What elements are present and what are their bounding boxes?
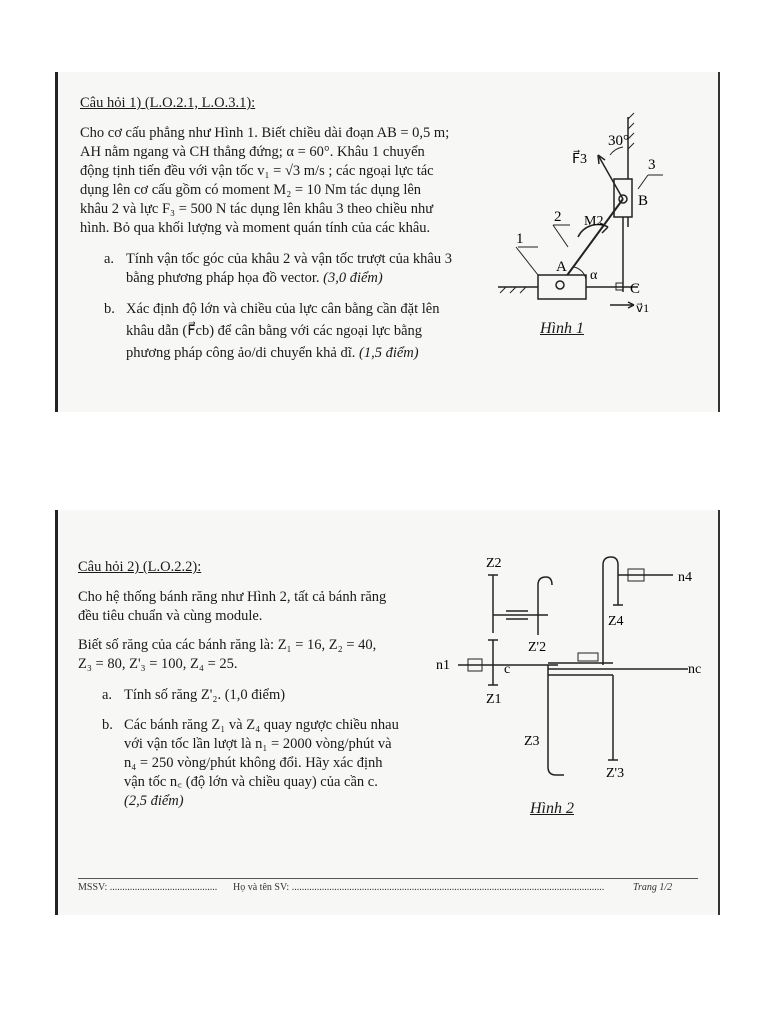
q1-item-a-label: a. [104, 251, 115, 267]
label-Z4: Z4 [608, 614, 624, 629]
q1-item-b-line-2: khâu dẫn (F⃗cb) để cân bằng với các ngoại lực bằng [126, 323, 423, 339]
moment-M2-label: M2 [584, 214, 604, 229]
q2-item-b-line-3: n₄ = 250 vòng/phút không đổi. Hãy xác định [124, 755, 383, 771]
q1-item-a-points: (3,0 điểm) [323, 270, 383, 286]
figure-2-caption: Hình 2 [530, 800, 574, 817]
gear-Z3 [548, 665, 564, 775]
question-1-panel [55, 72, 720, 412]
q1-line-3: động tịnh tiến đều với vận tốc v₁ = √3 m/s ; các ngoại lực tác [80, 163, 434, 179]
q1-item-b-line-3: phương pháp công ảo/di chuyển khả dĩ. (1,5 điểm) [126, 345, 419, 361]
question-2-panel [55, 510, 720, 915]
link-1-label: 1 [516, 231, 524, 247]
q1-item-a-line-2: bằng phương pháp họa đồ vector. (3,0 điểm) [126, 270, 383, 286]
q2-item-a-label: a. [102, 687, 113, 703]
force-F3-arrow [598, 155, 623, 199]
label-Z3: Z3 [524, 734, 540, 749]
point-C-label: C [630, 281, 641, 297]
point-A-label: A [556, 259, 567, 275]
leader-3 [638, 175, 648, 189]
q2-item-b-points: (2,5 điểm) [124, 793, 184, 809]
figure-1-caption: Hình 1 [540, 320, 584, 337]
q1-item-a-line-1: Tính vận tốc góc của khâu 2 và vận tốc trượt của khâu 3 [126, 251, 452, 267]
question-1-title: Câu hỏi 1) (L.O.2.1, L.O.3.1): [80, 95, 256, 111]
question-2-title: Câu hỏi 2) (L.O.2.2): [78, 559, 202, 575]
q2-item-a-text: Tính số răng Z'₂. (1,0 điểm) [124, 687, 286, 703]
gear-Z2-prime-top [538, 577, 552, 585]
label-Z1: Z1 [486, 692, 502, 707]
q1-line-4: dụng lên cơ cấu gồm có moment M₂ = 10 Nm tác dụng lên [80, 182, 422, 198]
label-c: c [504, 662, 511, 677]
bearing-nc [578, 653, 598, 661]
q1-item-b-label: b. [104, 301, 115, 317]
q2-item-b-line-2: với vận tốc lần lượt là n₁ = 2000 vòng/phút và [124, 736, 392, 752]
footer-divider [78, 878, 698, 879]
label-Z2: Z2 [486, 556, 502, 571]
q2-item-b-line-4: vận tốc n꜀ (độ lớn và chiều quay) của cần c. [124, 774, 378, 790]
link-3-label: 3 [648, 157, 656, 173]
q2-para1-line-1: Cho hệ thống bánh răng như Hình 2, tất cả bánh răng [78, 589, 387, 605]
leader-2 [553, 225, 568, 247]
link-2-label: 2 [554, 209, 562, 225]
label-n1: n1 [436, 658, 450, 673]
figure-2-gear-train [428, 545, 708, 805]
gear-Z4 [603, 557, 618, 665]
velocity-v1-label: v⃗1 [636, 301, 650, 315]
label-Z2-prime: Z'2 [528, 640, 547, 655]
footer-mssv: MSSV: ........................................... [78, 882, 218, 893]
q2-para2-line-1: Biết số răng của các bánh răng là: Z₁ = 16, Z₂ = 40, [78, 637, 377, 653]
q1-line-6: hình. Bỏ qua khối lượng và moment quán tính của các khâu. [80, 220, 431, 236]
q1-line-2: AH nằm ngang và CH thẳng đứng; α = 60°. Khâu 1 chuyển [80, 144, 425, 160]
alpha-label: α [590, 268, 598, 283]
force-F3-label: F⃗3 [572, 152, 588, 167]
q2-item-b-label: b. [102, 717, 113, 733]
point-B-label: B [638, 193, 649, 209]
ground-hatching [500, 287, 526, 293]
label-nc: nc [688, 662, 702, 677]
q1-item-b-points: (1,5 điểm) [358, 345, 419, 361]
angle-30-label: 30° [608, 133, 629, 149]
figure-1-mechanism [498, 107, 708, 347]
q1-line-5: khâu 2 và lực F₃ = 500 N tác dụng lên khâu 3 theo chiều như [80, 201, 434, 217]
q1-item-b-line-1: Xác định độ lớn và chiều của lực cân bằng cần đặt lên [126, 301, 440, 317]
q2-para2-line-2: Z₃ = 80, Z'₃ = 100, Z₄ = 25. [78, 656, 238, 672]
label-Z3-prime: Z'3 [606, 766, 625, 781]
slider-block-1 [538, 275, 586, 299]
footer-page-number: Trang 1/2 [633, 882, 673, 893]
q2-para1-line-2: đều tiêu chuẩn và cùng module. [78, 608, 263, 624]
q1-line-1: Cho cơ cấu phẳng như Hình 1. Biết chiều dài đoạn AB = 0,5 m; [80, 125, 450, 141]
q2-item-b-line-1: Các bánh răng Z₁ và Z₄ quay ngược chiều nhau [124, 717, 399, 733]
leader-1 [516, 247, 538, 275]
footer-student-name: Họ và tên SV: ............................................................................................................................. [233, 882, 605, 893]
label-n4: n4 [678, 570, 692, 585]
